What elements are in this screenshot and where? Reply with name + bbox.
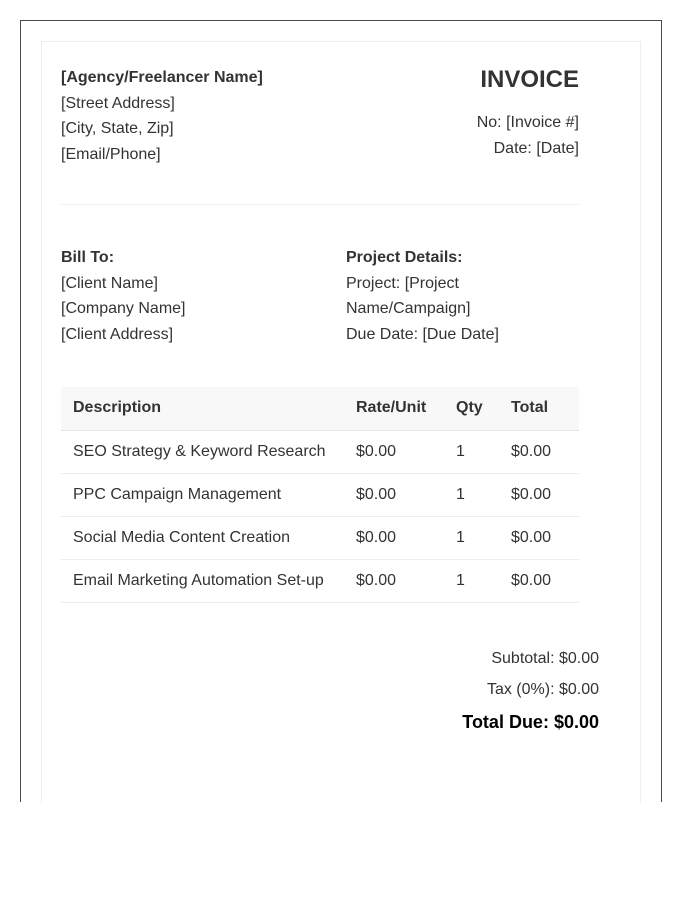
table-row [61,473,579,516]
client-name: [Client Name] [61,274,158,292]
sender-contact: [Email/Phone] [61,145,161,163]
item-rate: $0.00 [344,516,444,559]
table-header-row [61,387,579,430]
invoice-title: INVOICE [480,66,579,93]
column-header-description: Description [61,387,344,430]
item-rate: $0.00 [344,473,444,516]
total-due: Total Due: $0.00 [462,712,599,732]
project-details-heading: Project Details: [346,249,463,266]
sender-name: [Agency/Freelancer Name] [61,69,263,86]
table-row [61,559,579,602]
line-items-table [61,387,579,603]
document-frame [20,20,662,802]
column-header-total: Total [499,387,579,430]
header-divider [61,204,579,205]
item-qty: 1 [444,430,499,473]
column-header-rate: Rate/Unit [344,387,444,430]
item-qty: 1 [444,516,499,559]
item-total: $0.00 [499,516,579,559]
client-company: [Company Name] [61,300,186,317]
table-row [61,516,579,559]
item-total: $0.00 [499,430,579,473]
invoice-header [61,65,579,205]
invoice-meta [477,65,579,162]
tax: Tax (0%): $0.00 [486,681,599,698]
item-description: Social Media Content Creation [61,516,344,559]
subtotal: Subtotal: $0.00 [491,650,599,667]
totals-block [462,643,599,739]
item-qty: 1 [444,559,499,602]
item-description: Email Marketing Automation Set-up [61,559,344,602]
sender-block [61,65,263,167]
sender-city: [City, State, Zip] [61,120,174,137]
item-qty: 1 [444,473,499,516]
table-row [61,430,579,473]
item-rate: $0.00 [344,430,444,473]
client-address: [Client Address] [61,325,174,343]
item-description: PPC Campaign Management [61,473,344,516]
sender-street: [Street Address] [61,94,175,112]
item-total: $0.00 [499,559,579,602]
project-name: Project: [Project Name/Campaign] [346,274,471,317]
column-header-qty: Qty [444,387,499,430]
item-total: $0.00 [499,473,579,516]
bill-to-heading: Bill To: [61,249,115,266]
project-due-date: Due Date: [Due Date] [346,325,499,343]
item-description: SEO Strategy & Keyword Research [61,430,344,473]
invoice-number: No: [Invoice #] [476,114,579,131]
item-rate: $0.00 [344,559,444,602]
invoice-date: Date: [Date] [493,140,579,157]
bill-to-block [61,245,301,347]
project-details-block [346,245,536,347]
